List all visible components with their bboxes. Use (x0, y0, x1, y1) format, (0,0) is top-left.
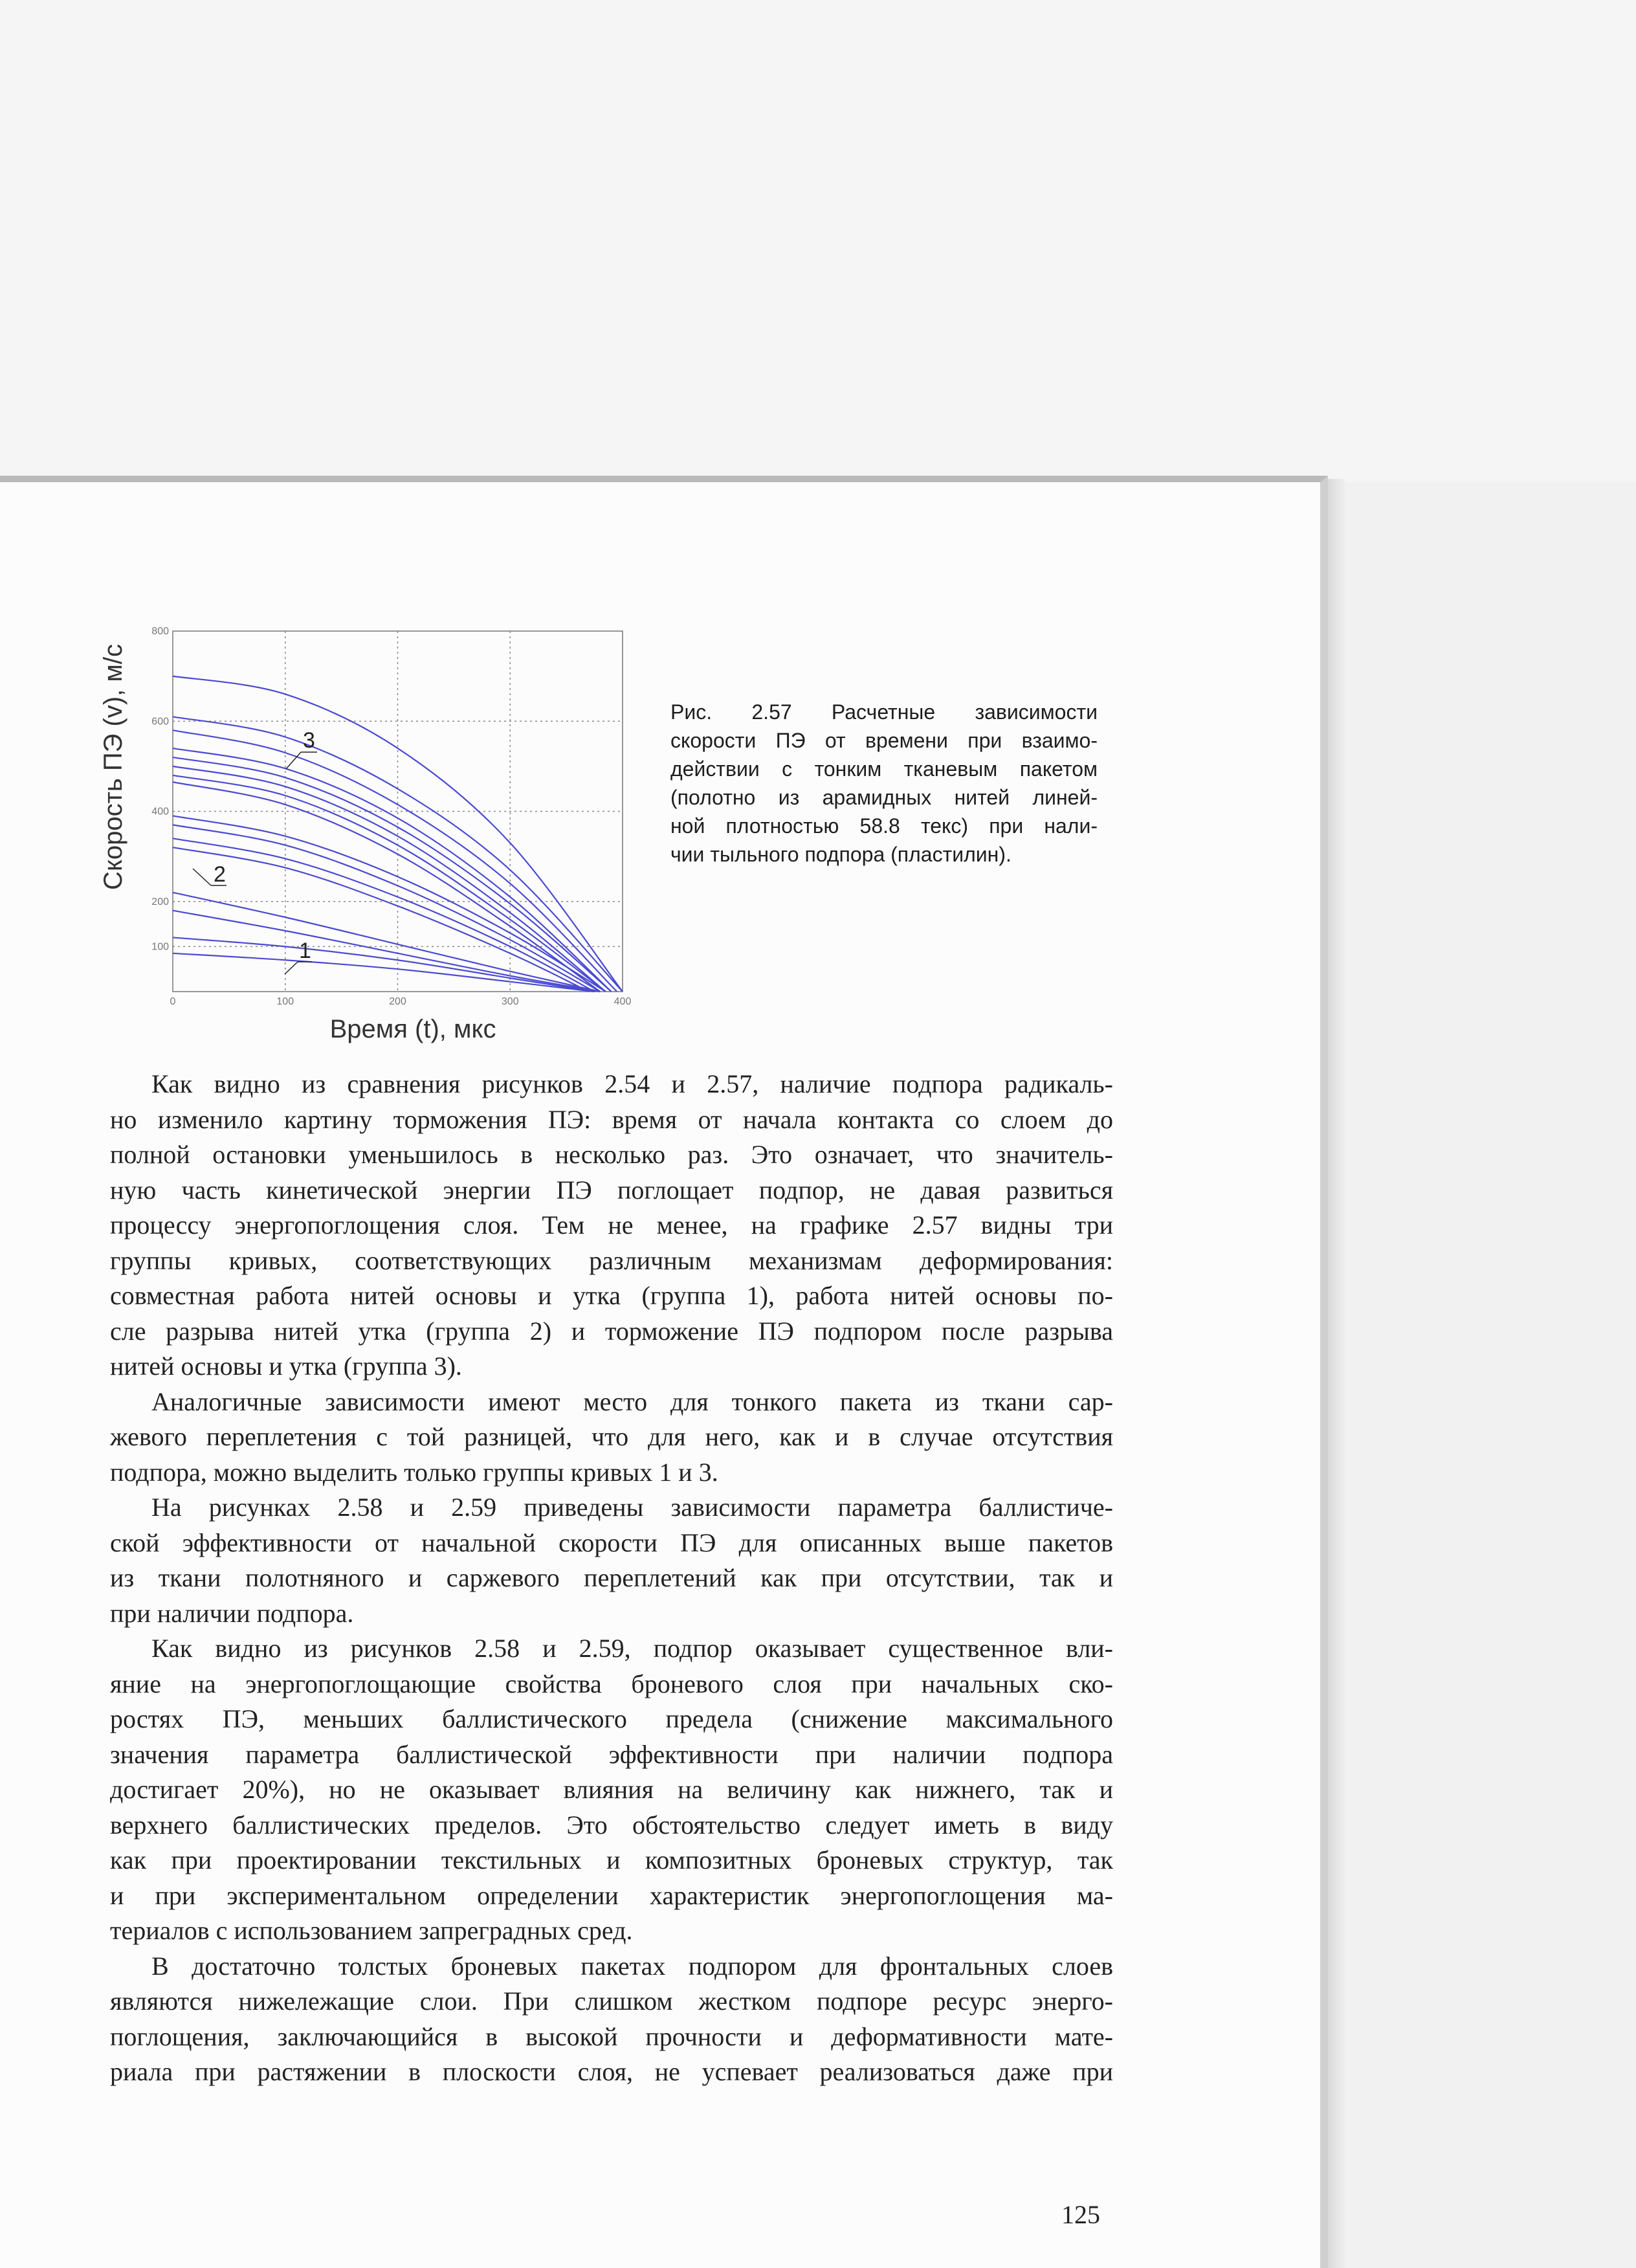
text-line: риала при растяжении в плоскости слоя, не успевает реализоваться даже при (110, 2057, 1113, 2086)
paragraph (110, 1384, 1113, 1491)
figure-caption (670, 698, 1098, 869)
velocity-curve-group-2 (173, 816, 606, 992)
caption-line: чии тыльного подпора (пластилин). (670, 843, 1011, 866)
text-line: совместная работа нитей основы и утка (группа 1), работа нитей основы по- (110, 1281, 1113, 1310)
chart-annotations (193, 728, 317, 974)
page-number: 125 (1061, 2200, 1100, 2229)
text-line: как при проектировании текстильных и композитных броневых структур, так (110, 1845, 1113, 1874)
text-line: ную часть кинетической энергии ПЭ поглощает подпор, не давая развиться (110, 1175, 1113, 1205)
text-line: полной остановки уменьшилось в несколько раз. Это означает, что значитель- (110, 1140, 1113, 1169)
text-line: но изменило картину торможения ПЭ: время от начала контакта со слоем до (110, 1104, 1113, 1134)
text-line: являются нижележащие слои. При слишком жестком подпоре ресурс энерго- (110, 1986, 1113, 2016)
text-line: процессу энергопоглощения слоя. Тем не менее, на графике 2.57 видны три (110, 1210, 1113, 1240)
text-line: Как видно из сравнения рисунков 2.54 и 2.57, наличие подпора радикаль- (151, 1069, 1113, 1098)
paragraph (110, 1949, 1113, 2090)
caption-line: ной плотностью 58.8 текс) при нали- (670, 814, 1098, 838)
y-tick-label: 800 (151, 626, 169, 637)
text-line: териалов с использованием запреградных сред. (110, 1916, 633, 1945)
y-tick-label: 100 (151, 941, 169, 953)
caption-line: Рис. 2.57 Расчетные зависимости (670, 700, 1098, 724)
velocity-curve-group-1 (173, 953, 595, 992)
text-line: подпора, можно выделить только группы кривых 1 и 3. (110, 1457, 718, 1487)
text-line: ростях ПЭ, меньших баллистического предела (снижение максимального (110, 1704, 1113, 1733)
curve-group-label: 1 (299, 939, 311, 963)
y-tick-label: 600 (151, 716, 169, 728)
x-tick-label: 400 (614, 996, 632, 1007)
text-line: нитей основы и утка (группа 3). (110, 1351, 462, 1381)
text-line: сле разрыва нитей утка (группа 2) и торможение ПЭ подпором после разрыва (110, 1316, 1113, 1346)
text-line: группы кривых, соответствующих различным механизмам деформирования: (110, 1245, 1113, 1275)
text-line: ской эффективности от начальной скорости ПЭ для описанных выше пакетов (110, 1528, 1113, 1557)
curve-group-label: 3 (303, 728, 315, 753)
annotation-leader-line (193, 869, 211, 885)
text-line: яние на энергопоглощающие свойства броневого слоя при начальных ско- (110, 1669, 1113, 1698)
text-line: и при экспериментальном определении характеристик энергопоглощения ма- (110, 1880, 1113, 1910)
text-line: В достаточно толстых броневых пакетах подпором для фронтальных слоев (151, 1951, 1113, 1981)
text-line: Аналогичные зависимости имеют место для тонкого пакета из ткани сар- (151, 1386, 1113, 1416)
text-line: значения параметра баллистической эффективности при наличии подпора (110, 1739, 1113, 1769)
paragraph (110, 1490, 1113, 1631)
annotation-leader-line (286, 752, 301, 769)
y-tick-label: 200 (151, 896, 169, 907)
caption-line: скорости ПЭ от времени при взаимо- (670, 729, 1098, 752)
text-line: поглощения, заключающийся в высокой прочности и деформативности мате- (110, 2021, 1113, 2051)
x-tick-label: 300 (501, 996, 519, 1007)
paragraph (110, 1067, 1113, 1384)
chart-ticks (151, 626, 631, 1007)
x-tick-label: 200 (389, 996, 406, 1007)
velocity-curve-group-1 (173, 911, 600, 992)
curve-group-label: 2 (214, 862, 226, 887)
annotation-leader-line (285, 962, 298, 974)
x-tick-label: 100 (276, 996, 294, 1007)
caption-line: действии с тонким тканевым пакетом (670, 757, 1098, 781)
caption-line: (полотно из арамидных нитей линей- (670, 786, 1098, 809)
text-line: жевого переплетения с той разницей, что для него, как и в случае отсутствия (110, 1422, 1113, 1451)
scan-background (0, 0, 1636, 482)
text-line: из ткани полотняного и саржевого переплетений как при отсутствии, так и (110, 1563, 1113, 1592)
velocity-time-chart (97, 608, 667, 1049)
text-line: при наличии подпора. (110, 1598, 354, 1628)
text-line: Как видно из рисунков 2.58 и 2.59, подпор оказывает существенное вли- (151, 1634, 1113, 1663)
x-axis-label: Время (t), мкс (329, 1015, 496, 1043)
text-line: верхнего баллистических пределов. Это обстоятельство следует иметь в виду (110, 1810, 1113, 1840)
y-axis-label: Скорость ПЭ (v), м/с (99, 644, 127, 890)
paragraph (110, 1631, 1113, 1949)
body-text (110, 1067, 1113, 2090)
text-line: достигает 20%), но не оказывает влияния на величину как нижнего, так и (110, 1775, 1113, 1804)
text-line: На рисунках 2.58 и 2.59 приведены зависимости параметра баллистиче- (151, 1493, 1113, 1522)
x-tick-label: 0 (170, 996, 176, 1007)
y-tick-label: 400 (151, 806, 169, 817)
